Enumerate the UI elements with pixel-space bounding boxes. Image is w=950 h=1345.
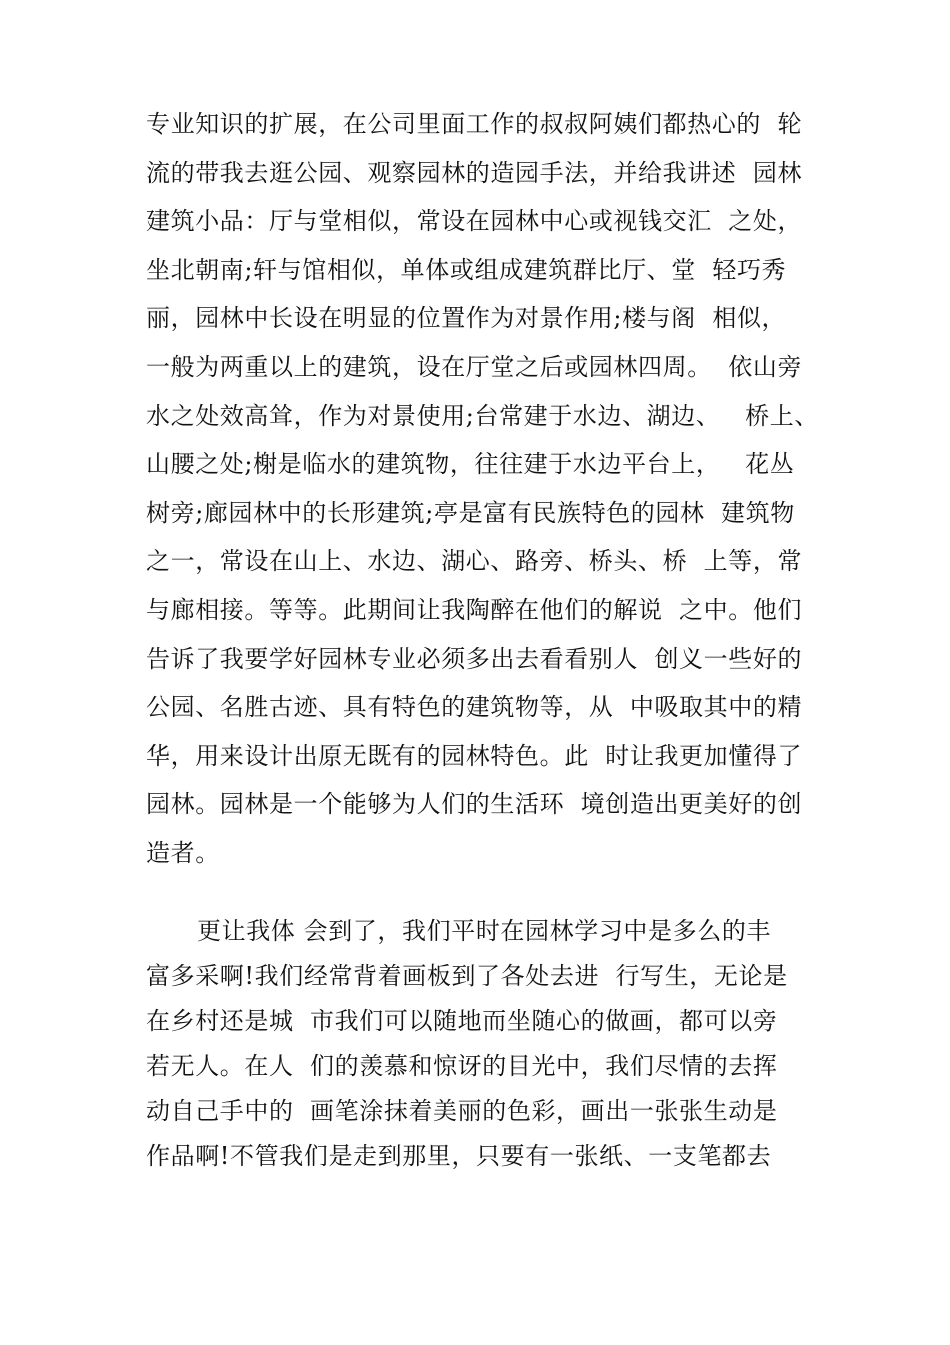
text-line: 若无人。在人 们的羡慕和惊讶的目光中，我们尽情的去挥 [146, 1052, 778, 1080]
text-line: 树旁;廊园林中的长形建筑;亭是富有民族特色的园林 建筑物 [146, 498, 795, 527]
text-line: 造者。 [146, 838, 220, 867]
paragraph-2 [0, 909, 950, 1179]
text-line: 专业知识的扩展，在公司里面工作的叔叔阿姨们都热心的 轮 [146, 110, 803, 138]
text-line: 动自己手中的 画笔涂抹着美丽的色彩，画出一张张生动是 [146, 1097, 778, 1125]
text-line: 山腰之处;榭是临水的建筑物，往往建于水边平台上， 花丛 [146, 450, 795, 479]
text-line: 富多采啊!我们经常背着画板到了各处去进 行写生，无论是 [146, 962, 788, 990]
text-line: 公园、名胜古迹、具有特色的建筑物等，从 中吸取其中的精 [146, 693, 803, 722]
text-line: 之一，常设在山上、水边、湖心、路旁、桥头、桥 上等，常 [146, 547, 803, 576]
text-line: 告诉了我要学好园林专业必须多出去看看别人 创义一些好的 [146, 644, 803, 673]
text-line: 华，用来设计出原无既有的园林特色。此 时让我更加懂得了 [146, 741, 803, 770]
text-line: 丽，园林中长设在明显的位置作为对景作用;楼与阁 相似， [146, 304, 787, 333]
paragraph-1 [0, 100, 950, 878]
text-line: 园林。园林是一个能够为人们的生活环 境创造出更美好的创 [146, 790, 803, 819]
text-line: 更让我体 会到了，我们平时在园林学习中是多么的丰 [197, 917, 772, 945]
text-line: 一般为两重以上的建筑，设在厅堂之后或园林四周。 依山旁 [146, 352, 803, 381]
text-line: 在乡村还是城 市我们可以随地而坐随心的做画，都可以旁 [146, 1007, 778, 1035]
text-line: 水之处效高耸，作为对景使用;台常建于水边、湖边、 桥上、 [146, 401, 819, 430]
text-line: 建筑小品：厅与堂相似，常设在园林中心或视钱交汇 之处， [146, 207, 803, 236]
text-line: 作品啊!不管我们是走到那里，只要有一张纸、一支笔都去 [146, 1142, 772, 1170]
text-line: 坐北朝南;轩与馆相似，单体或组成建筑群比厅、堂 轻巧秀 [146, 255, 787, 284]
text-line: 与廊相接。等等。此期间让我陶醉在他们的解说 之中。他们 [146, 595, 803, 624]
text-line: 流的带我去逛公园、观察园林的造园手法，并给我讲述 园林 [146, 158, 803, 187]
